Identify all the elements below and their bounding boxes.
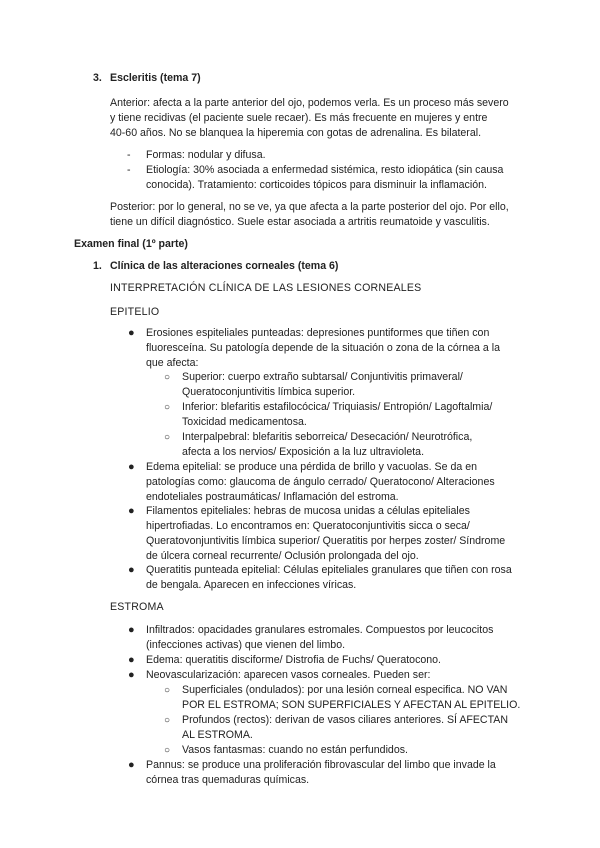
bullet-icon: ● xyxy=(128,654,135,666)
paragraph-line: fluoresceína. Su patología depende de la situación o zona de la córnea a la xyxy=(146,342,500,354)
paragraph-line: POR EL ESTROMA; SON SUPERFICIALES Y AFECTAN AL EPITELIO. xyxy=(182,699,521,711)
list-item: conocida). Tratamiento: corticoides tópicos para disminuir la inflamación. xyxy=(146,179,487,191)
bullet-icon: ● xyxy=(128,564,135,576)
paragraph-line: endoteliales postraumáticas/ Inflamación del estroma. xyxy=(146,491,399,503)
subsection-title: ESTROMA xyxy=(110,601,164,613)
subsection-title: EPITELIO xyxy=(110,306,160,318)
paragraph-line: Neovascularización: aparecen vasos corneales. Pueden ser: xyxy=(146,669,431,681)
paragraph-line: AL ESTROMA. xyxy=(182,729,253,741)
paragraph-line: patologías como: glaucoma de ángulo cerrado/ Queratocono/ Alteraciones xyxy=(146,476,495,488)
paragraph-line: que afecta: xyxy=(146,357,199,369)
list-item: Etiología: 30% asociada a enfermedad sistémica, resto idiopática (sin causa xyxy=(146,164,504,176)
paragraph-line: Anterior: afecta a la parte anterior del ojo, podemos verla. Es un proceso más severo xyxy=(110,97,509,109)
paragraph-line: y tiene recidivas (el paciente suele recaer). Es más frecuente en mujeres y entre xyxy=(110,112,488,124)
bullet-icon: ● xyxy=(128,461,135,473)
bullet-icon: ● xyxy=(128,505,135,517)
paragraph-line: (infecciones activas) que vienen del limbo. xyxy=(146,639,346,651)
paragraph-line: Filamentos epiteliales: hebras de mucosa unidas a células epiteliales xyxy=(146,505,470,517)
paragraph-line: Queratoconjuntivitis límbica superior. xyxy=(182,386,356,398)
bullet-icon: ● xyxy=(128,669,135,681)
paragraph-line: de úlcera corneal recurrente/ Oclusión prolongada del ojo. xyxy=(146,550,419,562)
section-heading: Escleritis (tema 7) xyxy=(110,72,201,84)
bullet-icon: ● xyxy=(128,624,135,636)
dash-bullet: - xyxy=(127,164,131,176)
paragraph-line: tiene un difícil diagnóstico. Suele estar asociada a artritis reumatoide y vasculitis. xyxy=(110,216,490,228)
paragraph-line: Pannus: se produce una proliferación fibrovascular del limbo que invade la xyxy=(146,759,496,771)
paragraph-line: Posterior: por lo general, no se ve, ya que afecta a la parte posterior del ojo. Por ello, xyxy=(110,201,509,213)
subsection-title: INTERPRETACIÓN CLÍNICA DE LAS LESIONES CORNEALES xyxy=(110,282,422,294)
paragraph-line: Interpalpebral: blefaritis seborreica/ Desecación/ Neurotrófica, xyxy=(182,431,473,443)
circle-bullet-icon: ○ xyxy=(164,372,171,383)
paragraph-line: Queratitis punteada epitelial: Células epiteliales granulares que tiñen con rosa xyxy=(146,564,512,576)
paragraph-line: Superficiales (ondulados): por una lesión corneal especifica. NO VAN xyxy=(182,684,508,696)
circle-bullet-icon: ○ xyxy=(164,432,171,443)
section-number: 3. xyxy=(93,72,102,84)
circle-bullet-icon: ○ xyxy=(164,685,171,696)
circle-bullet-icon: ○ xyxy=(164,402,171,413)
paragraph-line: Profundos (rectos): derivan de vasos ciliares anteriores. SÍ AFECTAN xyxy=(182,714,508,726)
list-item: Formas: nodular y difusa. xyxy=(146,149,266,161)
paragraph-line: Edema epitelial: se produce una pérdida de brillo y vacuolas. Se da en xyxy=(146,461,477,473)
section-heading: Clínica de las alteraciones corneales (tema 6) xyxy=(110,260,339,272)
circle-bullet-icon: ○ xyxy=(164,715,171,726)
paragraph-line: córnea tras quemaduras químicas. xyxy=(146,774,310,786)
paragraph-line: Queratovonjuntivitis límbica superior/ Queratitis por herpes zoster/ Síndrome xyxy=(146,535,506,547)
paragraph-line: Inferior: blefaritis estafilocócica/ Triquiasis/ Entropión/ Lagoftalmia/ xyxy=(182,401,493,413)
paragraph-line: hipertrofiadas. Lo encontramos en: Queratoconjuntivitis sicca o seca/ xyxy=(146,520,470,532)
paragraph-line: de bengala. Aparecen en infecciones víricas. xyxy=(146,579,357,591)
paragraph-line: Erosiones espiteliales punteadas: depresiones puntiformes que tiñen con xyxy=(146,327,490,339)
paragraph-line: Superior: cuerpo extraño subtarsal/ Conjuntivitis primaveral/ xyxy=(182,371,463,383)
paragraph-line: afecta a los nervios/ Exposición a la luz ultravioleta. xyxy=(182,446,425,458)
dash-bullet: - xyxy=(127,149,131,161)
paragraph-line: Infiltrados: opacidades granulares estromales. Compuestos por leucocitos xyxy=(146,624,494,636)
circle-bullet-icon: ○ xyxy=(164,745,171,756)
bullet-icon: ● xyxy=(128,327,135,339)
bullet-icon: ● xyxy=(128,759,135,771)
paragraph-line: Toxicidad medicamentosa. xyxy=(182,416,307,428)
paragraph-line: Edema: queratitis disciforme/ Distrofia de Fuchs/ Queratocono. xyxy=(146,654,441,666)
exam-heading: Examen final (1º parte) xyxy=(74,238,188,250)
paragraph-line: 40-60 años. No se blanquea la hiperemia con gotas de adrenalina. Es bilateral. xyxy=(110,127,482,139)
section-number: 1. xyxy=(93,260,102,272)
paragraph-line: Vasos fantasmas: cuando no están perfundidos. xyxy=(182,744,408,756)
